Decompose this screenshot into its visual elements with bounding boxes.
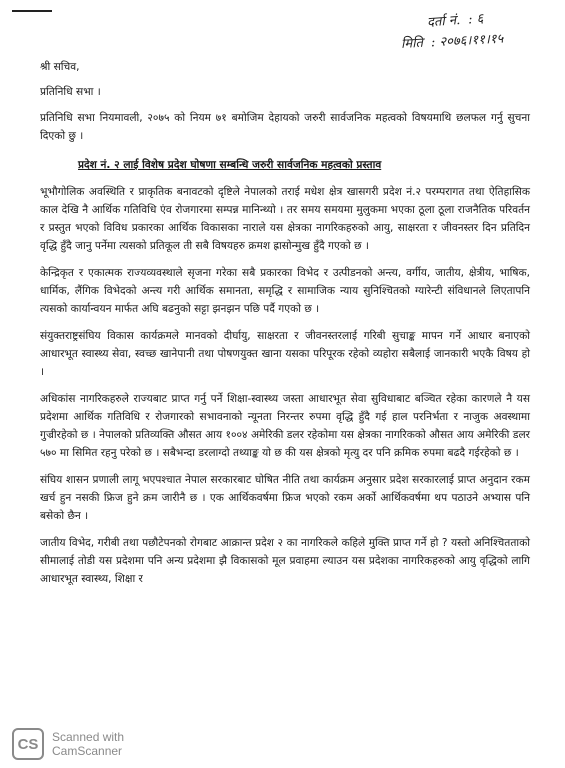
recipient: प्रतिनिधि सभा ।: [40, 86, 101, 98]
body-paragraph: संयुक्तराष्ट्रसंघिय विकास कार्यक्रमले मानवको दीर्घायु, साक्षरता र जीवनस्तरलाई गरिबी सुचाङ्क मापन गर्ने आधार बनाएको आधारभूत स्वास्थ्य सेवा, स्वच्छ खानेपानी तथा पोषणयुक्त खाना यसका परिपूरक रहेको व्यहोरा सबैलाई जानकारी भएकै विषय हो ।: [40, 330, 530, 378]
watermark-text: [52, 730, 124, 758]
intro-paragraph: प्रतिनिधि सभा नियमावली, २०७५ को नियम ७१ बमोजिम देहायको जरुरी सार्वजनिक महत्वको विषयमाथि छलफल गर्नु सुचना दिएको छु ।: [40, 112, 530, 142]
body-paragraph: संघिय शासन प्रणाली लागू भएपश्चात नेपाल सरकारबाट घोषित नीति तथा कार्यक्रम अनुसार प्रदेश सरकारलाई प्राप्त अनुदान रकम खर्च हुन नसकी फ्रिज हुने क्रम जारीनै छ । एक आर्थिकवर्षमा फ्रिज भएको रकम अर्को आर्थिकवर्षमा थप पठाउने अभ्यास पनि बसेको छैन ।: [40, 474, 530, 522]
body-paragraph: भूभौगोलिक अवस्थिति र प्राकृतिक बनावटको दृष्टिले नेपालको तराई मधेश क्षेत्र खासगरी प्रदेश नं.२ परम्परागत तथा ऐतिहासिक काल देखि नै आर्थिक गतिविधि एंव रोजगारमा सम्पन्न मानिन्थ्यो । तर समय समयमा मुलुकमा भएका ठूला ठूला राजनैतिक परिवर्तन र प्रस्तुत भएको विविध प्रकारका आर्थिक विकासका नाराले यस क्षेत्रका नागरिकहरुको आयु, साक्षरता र जीवनस्तर दिन प्रतिदिन वृद्धि हुँदै जानु पर्नेमा त्यसको प्रतिकूल ती सबै विषयहरु क्रमश ह्रासोन्मुख हुँदै गएको छ ।: [40, 186, 530, 252]
camscanner-watermark: [12, 728, 124, 760]
registration-number-label: दर्ता नं.: [426, 13, 461, 31]
handwritten-registration-note: [401, 8, 551, 52]
registration-date-label: मिति: [400, 35, 424, 52]
body-paragraph: अधिकांस नागरिकहरुले राज्यबाट प्राप्त गर्नु पर्ने शिक्षा-स्वास्थ्य जस्ता आधारभूत सेवा सुविधाबाट बञ्चित रहेका कारणले नै यस प्रदेशमा आर्थिक गतिविधि र रोजगारको सभावनाको न्यूनता निरन्तर रुपमा वृद्धि हुँदै गई हाल परनिर्भता र नाजुक अवस्थामा गुज्रीरहेको छ । नेपालको प्रतिव्यक्ति औसत आय १००४ अमेरिकी डलर रहेकोमा यस क्षेत्रका नागरिकको औसत आय अमेरिकी डलर ५७० मा सिमित रहनु परेको छ । सबैभन्दा डरलाग्दो तथ्याङ्क यो छ की यस क्षेत्रको मृत्यु दर पनि क्रमिक रुपमा बढदै गईरहेको छ ।: [40, 393, 530, 459]
letter-body: [40, 58, 530, 588]
watermark-line-2: CamScanner: [52, 744, 123, 758]
body-paragraph: केन्द्रिकृत र एकात्मक राज्यव्यवस्थाले सृजना गरेका सबै प्रकारका विभेद र उत्पीडनको अन्त्य, वर्गीय, जातीय, क्षेत्रीय, भाषिक, धार्मिक, लैंगिक विभेदको अन्त्य गरी आर्थिक समानता, समृद्धि र सामाजिक न्याय सुनिश्चितको ग्यारेन्टी संविधानले लिएतापनि त्यसको कार्यान्वयन मार्फत अघि बढनुको सट्टा झनझन पछि पर्दै गएको छ ।: [40, 267, 530, 315]
camscanner-logo-icon: CS: [12, 728, 44, 760]
body-paragraph: जातीय विभेद, गरीबी तथा पछौटेपनको रोगबाट आक्रान्त प्रदेश २ का नागरिकले कहिले मुक्ति प्राप्त गर्ने हो ? यस्तो अनिश्चितताको सीमालाई तोडी यस प्रदेशमा पनि अन्य प्रदेशमा झै विकासको मूल प्रवाहमा ल्याउन यस प्रदेशका नागरिकहरुको आयु वृद्धिको लागि आधारभूत स्वास्थ्य, शिक्षा र: [40, 537, 530, 585]
watermark-line-1: Scanned with: [52, 730, 125, 744]
registration-number-value: : ६: [467, 11, 484, 28]
registration-date-line: [401, 26, 552, 56]
subject-heading: प्रदेश नं. २ लाई विशेष प्रदेश घोषणा सम्बन्धि जरुरी सार्वजनिक महत्वको प्रस्ताव: [78, 159, 382, 171]
top-left-dash-mark: [12, 10, 52, 12]
salutation: श्री सचिव,: [40, 61, 80, 73]
registration-date-value: : २०७६।११।१५: [430, 31, 504, 51]
